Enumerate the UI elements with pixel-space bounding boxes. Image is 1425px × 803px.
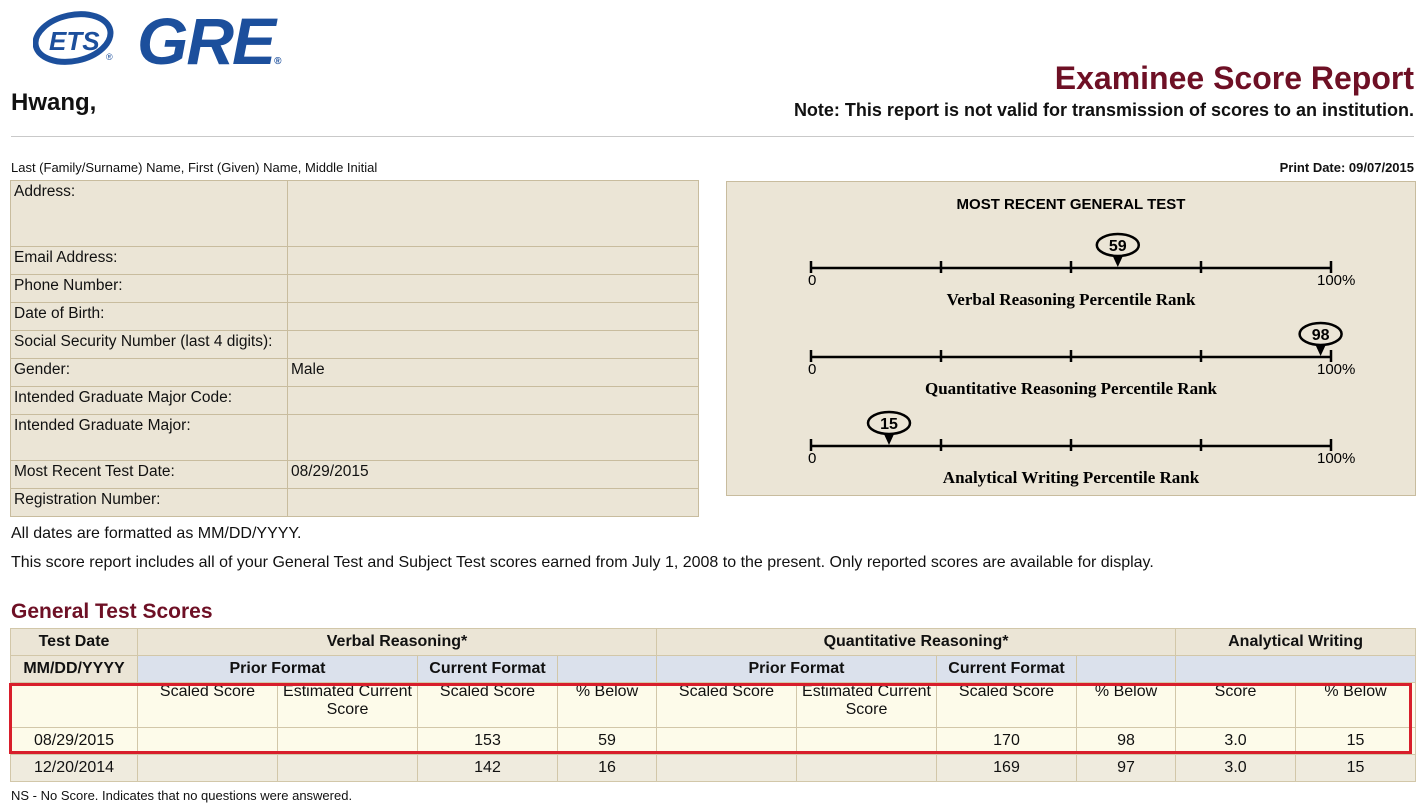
dates-format-note: All dates are formatted as MM/DD/YYYY. (11, 525, 302, 542)
cell-verbal-prior-est (278, 755, 418, 782)
info-value (288, 303, 699, 331)
candidate-name: Hwang, (11, 89, 97, 116)
info-row-major-code (11, 387, 699, 415)
scale-min-label: 0 (808, 361, 817, 378)
header-estimated-current: Estimated Current Score (797, 683, 937, 728)
rank-marker-value: 15 (880, 416, 898, 433)
percentile-rank-label: Verbal Reasoning Percentile Rank (946, 290, 1196, 309)
percentile-rank-panel (726, 181, 1416, 496)
info-value (288, 331, 699, 359)
header-scaled-score: Scaled Score (418, 683, 558, 728)
info-label: Intended Graduate Major Code: (11, 387, 288, 415)
header-quant: Quantitative Reasoning* (657, 629, 1176, 656)
scores-header-row-sections (11, 629, 1416, 656)
header-pct-below: % Below (1077, 683, 1176, 728)
info-value: Male (288, 359, 699, 387)
cell-quant-scaled: 169 (937, 755, 1077, 782)
info-value (288, 489, 699, 517)
scale-max-label: 100% (1317, 272, 1356, 289)
header-estimated-current: Estimated Current Score (278, 683, 418, 728)
info-label: Intended Graduate Major: (11, 415, 288, 461)
header-pct-below: % Below (558, 683, 657, 728)
header-blank (1176, 656, 1416, 683)
info-label: Email Address: (11, 247, 288, 275)
header-score: Score (1176, 683, 1296, 728)
cell-verbal-below: 59 (558, 728, 657, 755)
table-row (11, 755, 1416, 782)
ets-logo-text: ETS (49, 26, 100, 56)
rank-marker-value: 59 (1108, 238, 1127, 255)
cell-verbal-scaled: 142 (418, 755, 558, 782)
header-verbal-prior: Prior Format (138, 656, 418, 683)
gre-logo-text: GRE (137, 4, 275, 78)
percentile-rank-label: Analytical Writing Percentile Rank (942, 468, 1200, 487)
info-label: Date of Birth: (11, 303, 288, 331)
examinee-info-table (10, 180, 699, 517)
info-row-address (11, 181, 699, 247)
info-value (288, 181, 699, 247)
header-scaled-score: Scaled Score (657, 683, 797, 728)
header-quant-prior: Prior Format (657, 656, 937, 683)
gre-logo (137, 3, 280, 79)
gre-registered-mark: ® (274, 56, 280, 67)
name-format-label: Last (Family/Surname) Name, First (Given) Name, Middle Initial (11, 160, 378, 175)
header-pct-below: % Below (1296, 683, 1416, 728)
percentile-rank-graphic (727, 182, 1415, 495)
scale-min-label: 0 (808, 450, 817, 467)
report-note: Note: This report is not valid for transmission of scores to an institution. (793, 100, 1414, 120)
cell-quant-prior-est (797, 755, 937, 782)
info-value: 08/29/2015 (288, 461, 699, 489)
print-date: Print Date: 09/07/2015 (1279, 160, 1414, 175)
info-label: Registration Number: (11, 489, 288, 517)
header-divider (11, 136, 1414, 137)
cell-verbal-scaled: 153 (418, 728, 558, 755)
cell-quant-scaled: 170 (937, 728, 1077, 755)
cell-quant-below: 97 (1077, 755, 1176, 782)
ets-logo (33, 10, 115, 66)
cell-quant-prior-scaled (657, 755, 797, 782)
cell-writing-score: 3.0 (1176, 755, 1296, 782)
info-row-email (11, 247, 699, 275)
rank-marker-value: 98 (1311, 327, 1330, 344)
header-quant-current: Current Format (937, 656, 1077, 683)
cell-date: 08/29/2015 (11, 728, 138, 755)
info-row-ssn (11, 331, 699, 359)
scale-max-label: 100% (1317, 450, 1356, 467)
percentile-title: MOST RECENT GENERAL TEST (956, 196, 1186, 213)
info-value (288, 275, 699, 303)
info-row-major (11, 415, 699, 461)
header-verbal-current: Current Format (418, 656, 558, 683)
info-label: Gender: (11, 359, 288, 387)
cell-date: 12/20/2014 (11, 755, 138, 782)
header-scaled-score: Scaled Score (138, 683, 278, 728)
footnote: NS - No Score. Indicates that no questions were answered. (11, 788, 353, 803)
cell-verbal-below: 16 (558, 755, 657, 782)
info-value (288, 387, 699, 415)
header-test-date: Test Date (11, 629, 138, 656)
cell-verbal-prior-scaled (138, 755, 278, 782)
cell-writing-below: 15 (1296, 755, 1416, 782)
info-label: Address: (11, 181, 288, 247)
info-label: Phone Number: (11, 275, 288, 303)
header-scaled-score: Scaled Score (937, 683, 1077, 728)
info-row-dob (11, 303, 699, 331)
scale-min-label: 0 (808, 272, 817, 289)
header-blank (558, 656, 657, 683)
info-row-phone (11, 275, 699, 303)
highlight-box (9, 683, 1412, 754)
info-row-gender (11, 359, 699, 387)
header-date-format: MM/DD/YYYY (11, 656, 138, 683)
scores-range-note: This score report includes all of your General Test and Subject Test scores earned from July 1, 2008 to the present. Only reported scores are available for display. (11, 554, 1154, 571)
info-label: Most Recent Test Date: (11, 461, 288, 489)
cell-writing-score: 3.0 (1176, 728, 1296, 755)
scores-header-row-formats (11, 656, 1416, 683)
info-row-test-date (11, 461, 699, 489)
cell-writing-below: 15 (1296, 728, 1416, 755)
info-value (288, 247, 699, 275)
general-test-scores-title: General Test Scores (11, 600, 213, 623)
info-label: Social Security Number (last 4 digits): (11, 331, 288, 359)
header-writing: Analytical Writing (1176, 629, 1416, 656)
header-verbal: Verbal Reasoning* (138, 629, 657, 656)
scale-max-label: 100% (1317, 361, 1356, 378)
ets-registered-mark: ® (106, 52, 113, 62)
percentile-rank-label: Quantitative Reasoning Percentile Rank (925, 379, 1217, 398)
info-value (288, 415, 699, 461)
header-blank (1077, 656, 1176, 683)
info-row-registration (11, 489, 699, 517)
cell-quant-below: 98 (1077, 728, 1176, 755)
report-title: Examinee Score Report (1054, 60, 1414, 96)
